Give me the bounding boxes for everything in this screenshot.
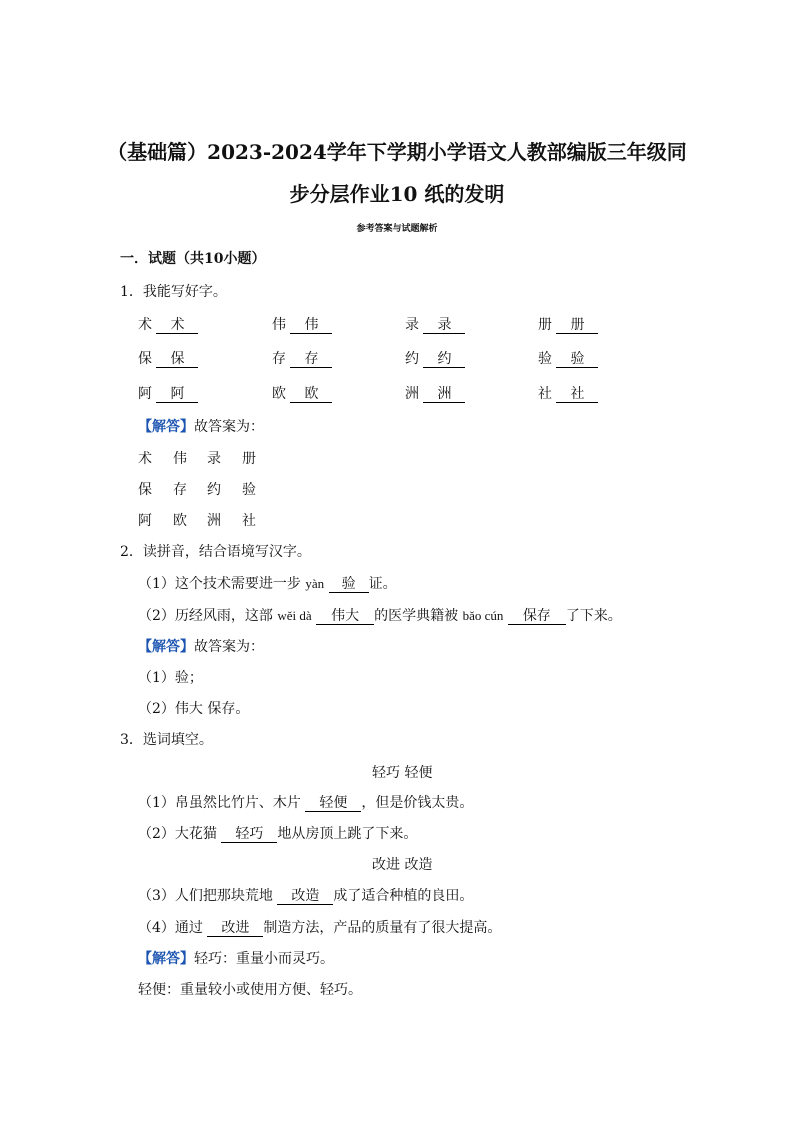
grid-cell: 录 录 bbox=[405, 314, 465, 334]
answer-text: 故答案为： bbox=[194, 419, 264, 435]
answer-blank: 存 bbox=[290, 352, 332, 368]
answer-text: 轻巧：重量小而灵巧。 bbox=[194, 951, 334, 967]
question-3-stem: 3．选词填空。 bbox=[120, 732, 213, 748]
answer-blank: 验 bbox=[556, 352, 598, 368]
answer-char: 伟 bbox=[173, 451, 187, 467]
answer-blank: 约 bbox=[423, 352, 465, 368]
answer-blank: 轻便 bbox=[305, 796, 361, 812]
answer-blank: 册 bbox=[556, 318, 598, 334]
answer-char: 约 bbox=[207, 482, 221, 498]
answer-blank: 保存 bbox=[508, 609, 566, 625]
section-heading: 一．试题（共10小题） bbox=[120, 251, 266, 267]
grid-cell: 保 保 bbox=[138, 348, 198, 368]
answer-blank: 阿 bbox=[156, 387, 198, 403]
grid-cell: 册 册 bbox=[538, 314, 598, 334]
grid-cell: 存 存 bbox=[272, 348, 332, 368]
grid-cell: 验 验 bbox=[538, 348, 598, 368]
question-2-answer bbox=[138, 636, 264, 656]
grid-cell: 阿 阿 bbox=[138, 383, 198, 403]
question-2-stem: 2．读拼音，结合语境写汉字。 bbox=[120, 544, 311, 560]
page-title-line2: 步分层作业10 纸的发明 bbox=[289, 182, 505, 206]
answer-tag: 【解答】 bbox=[138, 951, 194, 967]
question-1-stem: 1．我能写好字。 bbox=[120, 284, 227, 300]
answer-blank: 录 bbox=[423, 318, 465, 334]
answer-blank: 洲 bbox=[423, 387, 465, 403]
answer-blank: 欧 bbox=[290, 387, 332, 403]
pinyin: wěi dà bbox=[277, 608, 312, 623]
question-2-answer-1: （1）验； bbox=[138, 670, 203, 686]
question-3-sentence-3: （3）人们把那块荒地 改造 成了适合种植的良田。 bbox=[138, 888, 474, 904]
answer-blank: 伟 bbox=[290, 318, 332, 334]
word-choices-1: 轻巧 轻便 bbox=[372, 765, 433, 781]
question-3-sentence-2: （2）大花猫 轻巧 地从房顶上跳了下来。 bbox=[138, 826, 418, 842]
answer-char: 验 bbox=[242, 482, 256, 498]
question-2-sentence-2: （2）历经风雨，这部 wěi dà 伟大 的医学典籍被 bǎo cún 保存 了下来。 bbox=[138, 608, 622, 624]
answer-blank: 轻巧 bbox=[221, 827, 277, 843]
answer-char: 社 bbox=[242, 513, 256, 529]
grid-cell: 伟 伟 bbox=[272, 314, 332, 334]
question-3-sentence-4: （4）通过 改进 制造方法，产品的质量有了很大提高。 bbox=[138, 920, 502, 936]
answer-char: 术 bbox=[138, 451, 152, 467]
answer-tag: 【解答】 bbox=[138, 639, 194, 655]
answer-char: 保 bbox=[138, 482, 152, 498]
answer-char: 录 bbox=[207, 451, 221, 467]
answer-char: 欧 bbox=[173, 513, 187, 529]
answer-blank: 术 bbox=[156, 318, 198, 334]
grid-cell: 社 社 bbox=[538, 383, 598, 403]
answer-char: 存 bbox=[173, 482, 187, 498]
page-subtitle: 参考答案与试题解析 bbox=[356, 224, 438, 234]
question-2-sentence-1: （1）这个技术需要进一步 yàn 验 证。 bbox=[138, 576, 397, 592]
question-3-sentence-1: （1）帛虽然比竹片、木片 轻便 ，但是价钱太贵。 bbox=[138, 795, 474, 811]
question-3-answer bbox=[138, 948, 334, 968]
answer-blank: 伟大 bbox=[316, 609, 374, 625]
page-title-line1: （基础篇）2023-2024学年下学期小学语文人教部编版三年级同 bbox=[107, 140, 687, 164]
grid-cell: 欧 欧 bbox=[272, 383, 332, 403]
answer-text: 故答案为： bbox=[194, 639, 264, 655]
word-choices-2: 改进 改造 bbox=[372, 857, 433, 873]
question-3-answer-2: 轻便：重量较小或使用方便、轻巧。 bbox=[138, 982, 362, 998]
grid-cell: 约 约 bbox=[405, 348, 465, 368]
answer-blank: 验 bbox=[329, 577, 369, 593]
grid-cell: 术 术 bbox=[138, 314, 198, 334]
answer-char: 洲 bbox=[207, 513, 221, 529]
pinyin: bǎo cún bbox=[462, 608, 504, 623]
answer-char: 册 bbox=[242, 451, 256, 467]
answer-blank: 改进 bbox=[207, 921, 263, 937]
grid-cell: 洲 洲 bbox=[405, 383, 465, 403]
answer-blank: 保 bbox=[156, 352, 198, 368]
pinyin: yàn bbox=[305, 576, 325, 591]
question-1-answer bbox=[138, 416, 264, 436]
answer-blank: 社 bbox=[556, 387, 598, 403]
answer-tag: 【解答】 bbox=[138, 419, 194, 435]
answer-blank: 改造 bbox=[277, 889, 333, 905]
answer-char: 阿 bbox=[138, 513, 152, 529]
question-2-answer-2: （2）伟大 保存。 bbox=[138, 701, 250, 717]
